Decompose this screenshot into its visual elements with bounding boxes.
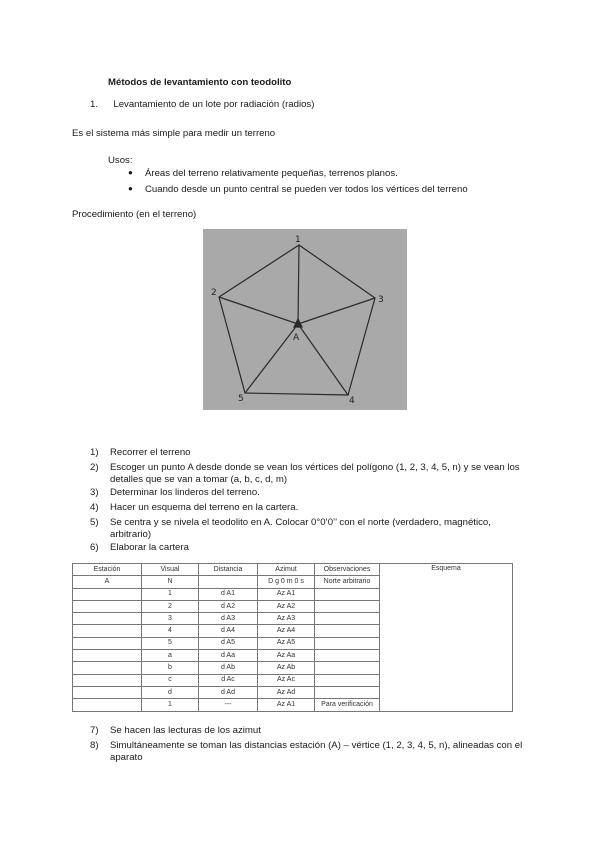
table-cell [73,637,142,649]
table-cell [315,625,380,637]
step-number: 8) [90,740,99,751]
table-header: Distancia [199,564,258,576]
step-text: Se centra y se nivela el teodolito en A. Colocar 0°0’0’’ con el norte (verdadero, magnético, arbitrario) [110,516,491,540]
table-cell: d [142,686,199,698]
list-item [90,542,530,556]
table-cell [315,613,380,625]
table-cell: d Aa [199,650,258,662]
table-header: Azimut [258,564,315,576]
table-cell: Az A1 [258,699,315,711]
table-cell [199,576,258,588]
step-number: 3) [90,486,99,498]
step-text: Determinar los linderos del terreno. [110,486,260,498]
section-number: 1. [90,99,99,110]
table-cell [315,650,380,662]
table-cell: Az A4 [258,625,315,637]
section-title: Levantamiento de un lote por radiación (radios) [113,99,315,110]
section-heading [90,99,314,111]
table-cell: Az A5 [258,637,315,649]
table-cell: 2 [142,600,199,612]
uses-label: Usos: [108,155,133,166]
table-cell: d A4 [199,625,258,637]
table-cell: d A2 [199,600,258,612]
table-cell: A [73,576,142,588]
list-item [90,462,530,486]
table-cell: Az A2 [258,600,315,612]
vertex-label: 3 [378,295,384,305]
table-cell: b [142,662,199,674]
uses-list [128,168,468,200]
table-header: Estación [73,564,142,576]
intro-text: Es el sistema más simple para medir un terreno [72,128,276,139]
table-cell [73,613,142,625]
table-cell [315,674,380,686]
table-cell: d Ac [199,674,258,686]
step-text: Hacer un esquema del terreno en la cartera. [110,501,299,513]
table-header-row [73,564,513,576]
table-cell: D g 0 m 0 s [258,576,315,588]
step-number: 2) [90,462,99,473]
step-text: Se hacen las lecturas de los azimut [110,725,261,736]
field-book-table [72,563,513,712]
table-cell [73,650,142,662]
table-cell [315,662,380,674]
table-cell: d A1 [199,588,258,600]
table-cell: d A5 [199,637,258,649]
step-text: Elaborar la cartera [110,541,189,553]
table-cell: 1 [142,588,199,600]
table-cell [315,588,380,600]
list-item [90,725,530,739]
vertex-label: 4 [349,396,355,406]
table-cell: d Ab [199,662,258,674]
list-item [90,487,530,501]
step-number: 7) [90,725,99,736]
table-header: Observaciones [315,564,380,576]
table-cell: Az Ab [258,662,315,674]
table-cell: d Ad [199,686,258,698]
radiation-sketch [203,229,407,410]
vertex-label: 2 [211,288,217,298]
table-cell: Az A3 [258,613,315,625]
table-cell: d A3 [199,613,258,625]
step-number: 6) [90,541,99,553]
page-title: Métodos de levantamiento con teodolito [108,77,292,88]
table-cell: Norte arbitrario [315,576,380,588]
vertex-label: 1 [295,235,301,245]
table-cell: Az Aa [258,650,315,662]
table-cell: a [142,650,199,662]
table-cell: Az Ac [258,674,315,686]
table-cell [315,637,380,649]
table-cell [315,600,380,612]
table-cell: 3 [142,613,199,625]
vertex-label: 5 [238,394,244,404]
step-number: 4) [90,501,99,513]
radial-line [245,324,298,393]
table-cell [73,674,142,686]
step-text: Recorrer el terreno [110,447,191,458]
table-cell: Para verificación [315,699,380,711]
list-item [90,517,530,541]
table-cell: 1 [142,699,199,711]
table-cell: Az Ad [258,686,315,698]
step-text: Simultáneamente se toman las distancias estación (A) – vértice (1, 2, 3, 4, 5, n), alineadas con el aparato [110,740,523,763]
list-item: ● Áreas del terreno relativamente pequeñas, terrenos planos. [128,168,468,184]
table-cell: 5 [142,637,199,649]
procedure-steps [90,447,530,557]
table-cell [73,600,142,612]
radial-line [298,298,375,324]
procedure-steps-continued [90,725,530,765]
radial-line [298,324,348,395]
list-item: ● Cuando desde un punto central se pueden ver todos los vértices del terreno [128,184,468,200]
table-cell: N [142,576,199,588]
table-cell [73,699,142,711]
radial-line [219,297,298,324]
list-item [90,740,530,764]
table-cell [73,588,142,600]
step-number: 1) [90,447,99,458]
table-cell: c [142,674,199,686]
table-cell [73,686,142,698]
table-cell: --- [199,699,258,711]
table-header: Visual [142,564,199,576]
polygon-diagram [203,229,407,410]
list-item [90,502,530,516]
table-header: Esquema [380,564,513,712]
table-cell [315,686,380,698]
table-cell [73,625,142,637]
station-label: A [293,333,300,343]
table-cell [73,662,142,674]
step-text: Escoger un punto A desde donde se vean los vértices del polígono (1, 2, 3, 4, 5, n) y se vean los detalles que se van a tomar (a, b, c, d, m) [110,462,520,485]
table-cell: 4 [142,625,199,637]
radial-line [298,245,299,324]
procedure-heading: Procedimiento (en el terreno) [72,209,197,220]
table-cell: Az A1 [258,588,315,600]
step-number: 5) [90,516,99,528]
list-item [90,447,530,461]
